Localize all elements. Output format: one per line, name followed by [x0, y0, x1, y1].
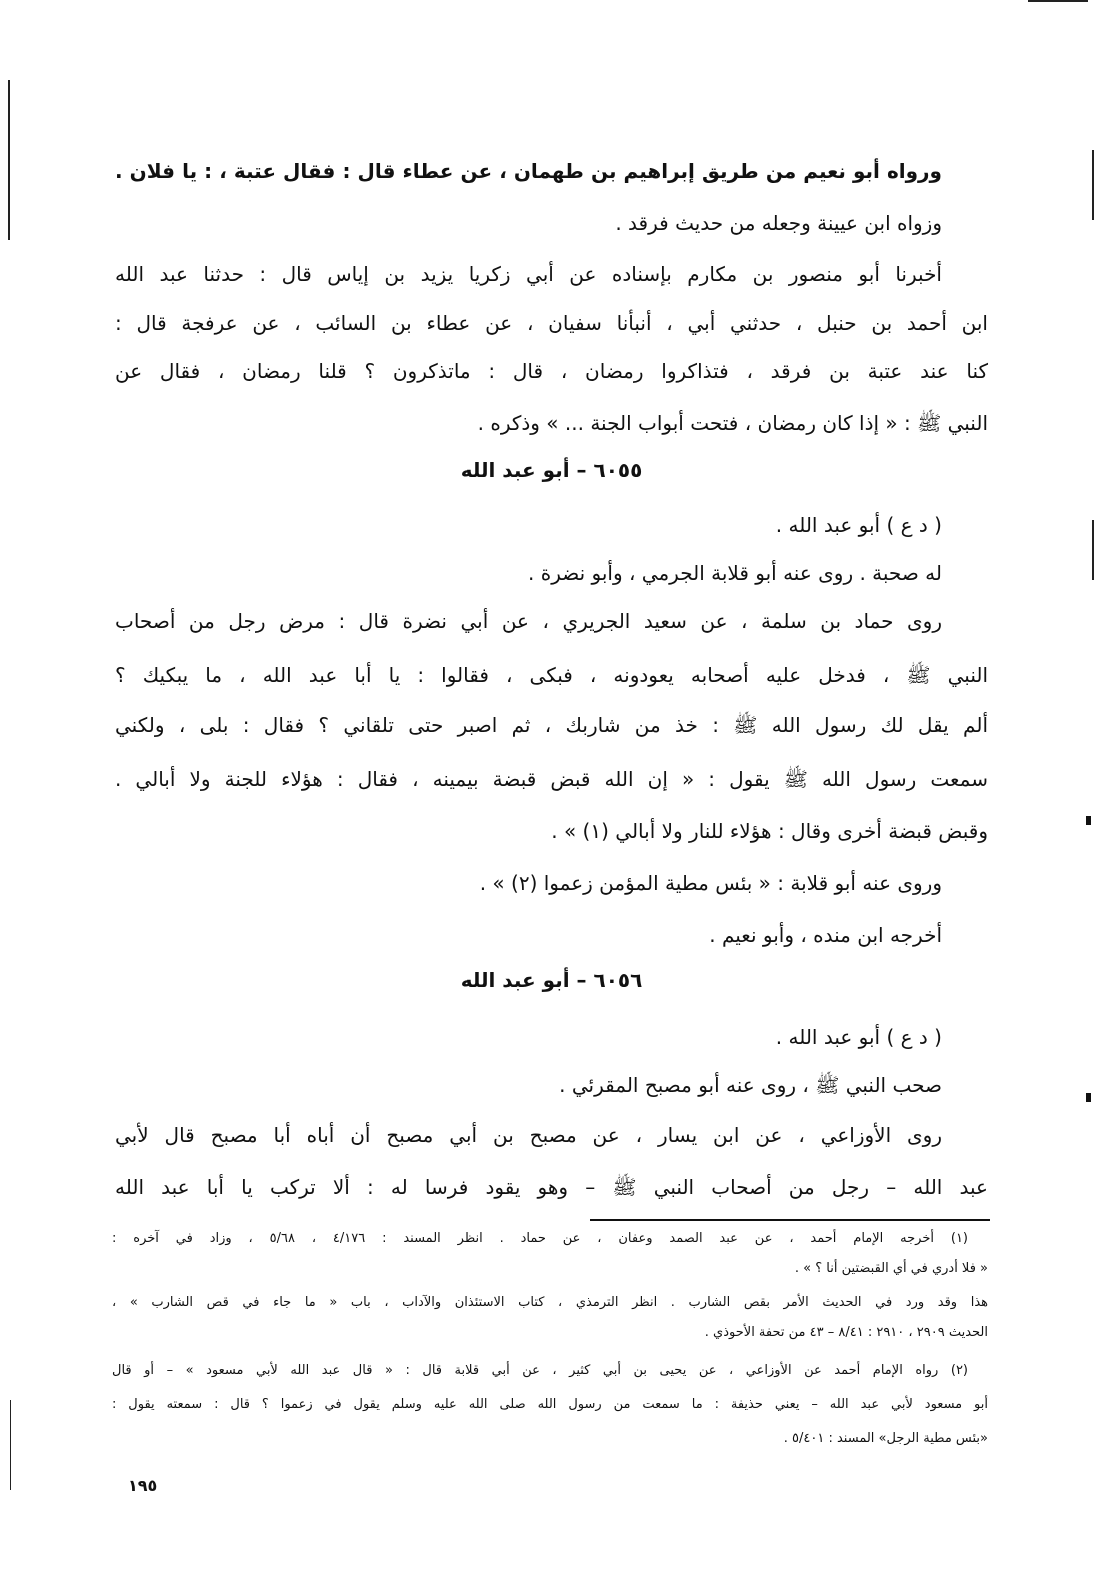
text-line: كنا عند عتبة بن فرقد ، فتذاكروا رمضان ، قال : ماتذكرون ؟ قلنا رمضان ، فقال عن [115, 359, 988, 383]
scan-edge-mark [8, 80, 10, 240]
text-line: ألم يقل لك رسول الله ﷺ : خذ من شاربك ، ثم اصبر حتى تلقاني ؟ فقال : بلى ، ولكني [115, 713, 988, 737]
text-line: النبي ﷺ ، فدخل عليه أصحابه يعودونه ، فبكى ، فقالوا : يا أبا عبد الله ، ما يبكيك ؟ [115, 663, 988, 687]
text-line: ( د ع ) أبو عبد الله . [775, 1025, 942, 1049]
footnote-line: الحديث ٢٩٠٩ ، ٢٩١٠ : ٨/٤١ – ٤٣ من تحفة الأحوذي . [704, 1325, 988, 1340]
scan-dot-mark [1086, 1093, 1091, 1102]
text-line: وقبض قبضة أخرى وقال : هؤلاء للنار ولا أبالي (١) » . [551, 819, 988, 843]
footnote-line: « فلا أدري في أي القبضتين أنا ؟ » . [794, 1261, 988, 1276]
text-line: روى حماد بن سلمة ، عن سعيد الجريري ، عن أبي نضرة قال : مرض رجل من أصحاب [115, 609, 942, 633]
entry-heading: ٦٠٥٥ – أبو عبد الله [460, 458, 643, 482]
text-line: ابن أحمد بن حنبل ، حدثني أبي ، أنبأنا سفيان ، عن عطاء بن السائب ، عن عرفجة قال : [115, 311, 988, 335]
footnote-line: هذا وقد ورد في الحديث الأمر بقص الشارب . انظر الترمذي ، كتاب الاستئذان والآداب ، باب « ما جاء في قص الشارب » ، [112, 1295, 988, 1310]
page-number: ١٩٥ [128, 1476, 158, 1495]
scan-edge-mark [10, 1400, 11, 1490]
text-line: ( د ع ) أبو عبد الله . [775, 513, 942, 537]
text-line: النبي ﷺ : « إذا كان رمضان ، فتحت أبواب الجنة ... » وذكره . [477, 411, 988, 435]
footnote-separator [590, 1219, 990, 1221]
footnote-line: أبو مسعود لأبي عبد الله – يعني حذيفة : ما سمعت من رسول الله صلى الله عليه وسلم يقول في زعموا ؟ قال : سمعته يقول : [112, 1397, 988, 1412]
footnote-line: «بئس مطية الرجل» المسند : ٥/٤٠١ . [783, 1431, 988, 1446]
scan-edge-mark [1092, 150, 1094, 220]
text-line: عبد الله – رجل من أصحاب النبي ﷺ – وهو يقود فرسا له : ألا تركب يا أبا عبد الله [115, 1175, 988, 1199]
scan-edge-mark [1092, 520, 1094, 580]
text-line: ورواه أبو نعيم من طريق إبراهيم بن طهمان ، عن عطاء قال : فقال عتبة ، : يا فلان . [115, 159, 942, 183]
footnote-line: (٢) رواه الإمام أحمد عن الأوزاعي ، عن يحيى بن أبي كثير ، عن أبي قلابة قال : « قال عبد الله لأبي مسعود » – أو قال [112, 1363, 968, 1378]
footnote-line: (١) أخرجه الإمام أحمد ، عن عبد الصمد وعفان ، عن حماد . انظر المسند : ٤/١٧٦ ، ٥/٦٨ ، وزاد في آخره : [112, 1231, 968, 1246]
text-line: له صحبة . روى عنه أبو قلابة الجرمي ، وأبو نضرة . [528, 561, 942, 585]
text-line: صحب النبي ﷺ ، روى عنه أبو مصبح المقرئي . [559, 1073, 942, 1097]
text-line: وروى عنه أبو قلابة : « بئس مطية المؤمن زعموا (٢) » . [479, 871, 942, 895]
text-line: وزواه ابن عيينة وجعله من حديث فرقد . [615, 211, 942, 235]
scan-dot-mark [1086, 816, 1091, 825]
text-line: روى الأوزاعي ، عن ابن يسار ، عن مصبح بن أبي مصبح أن أباه أبا مصبح قال لأبي [115, 1123, 942, 1147]
scan-edge-mark [1028, 0, 1088, 2]
text-line: أخبرنا أبو منصور بن مكارم بإسناده عن أبي زكريا يزيد بن إياس قال : حدثنا عبد الله [115, 262, 942, 286]
entry-heading: ٦٠٥٦ – أبو عبد الله [460, 968, 643, 992]
text-line: أخرجه ابن منده ، وأبو نعيم . [709, 923, 942, 947]
text-line: سمعت رسول الله ﷺ يقول : « إن الله قبض قبضة بيمينه ، فقال : هؤلاء للجنة ولا أبالي . [115, 767, 988, 791]
